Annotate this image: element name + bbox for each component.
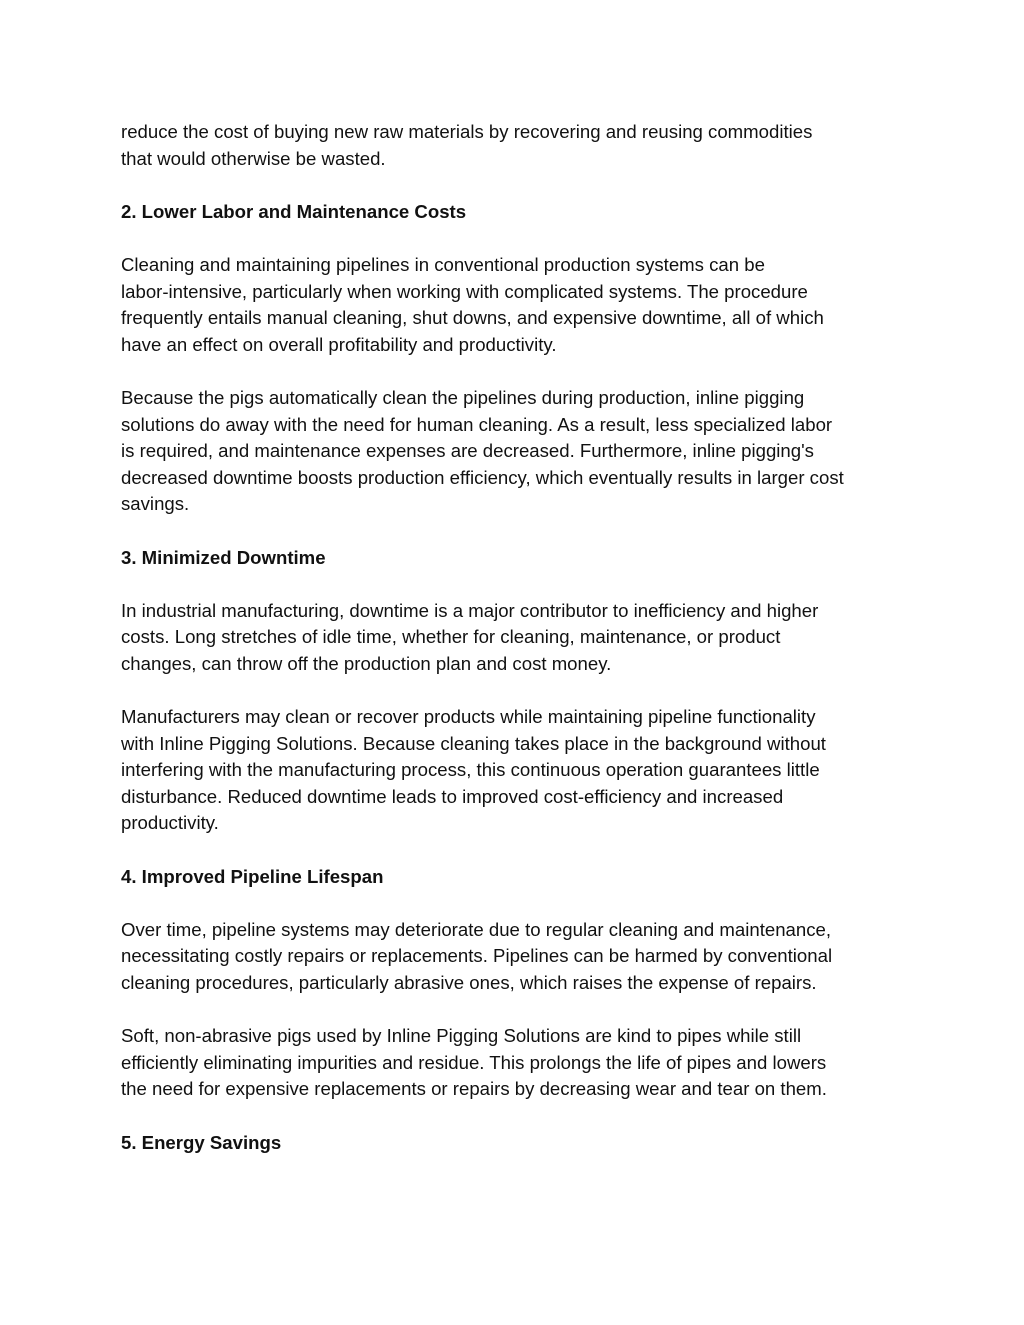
block-spacer (121, 677, 911, 704)
paragraph-line: productivity. (121, 812, 219, 834)
paragraph-line: cleaning procedures, particularly abrasive ones, which raises the expense of repairs. (121, 972, 817, 993)
paragraph-line: the need for expensive replacements or repairs by decreasing wear and tear on them. (121, 1078, 827, 1100)
paragraph-line: efficiently eliminating impurities and residue. This prolongs the life of pipes and lowers (121, 1051, 827, 1073)
paragraph-line: solutions do away with the need for human cleaning. As a result, less specialized labor (121, 413, 833, 435)
heading-text: 4. Improved Pipeline Lifespan (121, 865, 384, 887)
body-paragraph (121, 917, 911, 997)
block-spacer (121, 890, 911, 917)
block-spacer (121, 225, 911, 252)
body-paragraph (121, 252, 911, 358)
body-paragraph (121, 704, 911, 837)
paragraph-line: Cleaning and maintaining pipelines in conventional production systems can be (121, 253, 765, 275)
paragraph-line: disturbance. Reduced downtime leads to improved cost-efficiency and increased (121, 785, 784, 807)
block-spacer (121, 571, 911, 598)
paragraph-line: changes, can throw off the production plan and cost money. (121, 652, 612, 674)
paragraph-line: In industrial manufacturing, downtime is a major contributor to inefficiency and higher (121, 599, 819, 621)
paragraph-line: labor-intensive, particularly when working with complicated systems. The procedure (121, 280, 808, 302)
body-paragraph (121, 598, 911, 678)
paragraph-line: Manufacturers may clean or recover products while maintaining pipeline functionality (121, 706, 816, 728)
block-spacer (121, 997, 911, 1024)
paragraph-line: with Inline Pigging Solutions. Because cleaning takes place in the background without (121, 732, 826, 754)
heading-text: 3. Minimized Downtime (121, 546, 326, 568)
block-spacer (121, 358, 911, 385)
heading-text: 2. Lower Labor and Maintenance Costs (121, 200, 467, 222)
paragraph-line: have an effect on overall profitability and productivity. (121, 333, 557, 355)
paragraph-line: Over time, pipeline systems may deteriorate due to regular cleaning and maintenance, (121, 918, 832, 940)
body-paragraph (121, 119, 911, 172)
block-spacer (121, 172, 911, 199)
block-spacer (121, 837, 911, 864)
body-paragraph (121, 385, 911, 518)
heading-text: 5. Energy Savings (121, 1131, 282, 1153)
section-heading (121, 199, 911, 226)
section-heading (121, 864, 911, 891)
paragraph-line: reduce the cost of buying new raw materials by recovering and reusing commodities (121, 121, 813, 142)
section-heading (121, 545, 911, 572)
section-heading (121, 1130, 911, 1157)
paragraph-line: necessitating costly repairs or replacements. Pipelines can be harmed by conventional (121, 945, 833, 967)
paragraph-line: is required, and maintenance expenses are decreased. Furthermore, inline pigging's (121, 440, 814, 462)
paragraph-line: decreased downtime boosts production efficiency, which eventually results in larger cost (121, 466, 844, 488)
paragraph-line: that would otherwise be wasted. (121, 147, 386, 169)
body-paragraph (121, 1023, 911, 1103)
paragraph-line: savings. (121, 493, 190, 515)
paragraph-line: Soft, non-abrasive pigs used by Inline Pigging Solutions are kind to pipes while still (121, 1025, 802, 1047)
paragraph-line: costs. Long stretches of idle time, whether for cleaning, maintenance, or product (121, 626, 781, 648)
document-page (121, 119, 911, 1156)
paragraph-line: Because the pigs automatically clean the pipelines during production, inline pigging (121, 386, 805, 408)
block-spacer (121, 1103, 911, 1130)
paragraph-line: frequently entails manual cleaning, shut downs, and expensive downtime, all of which (121, 307, 824, 329)
paragraph-line: interfering with the manufacturing process, this continuous operation guarantees little (121, 759, 820, 781)
block-spacer (121, 518, 911, 545)
